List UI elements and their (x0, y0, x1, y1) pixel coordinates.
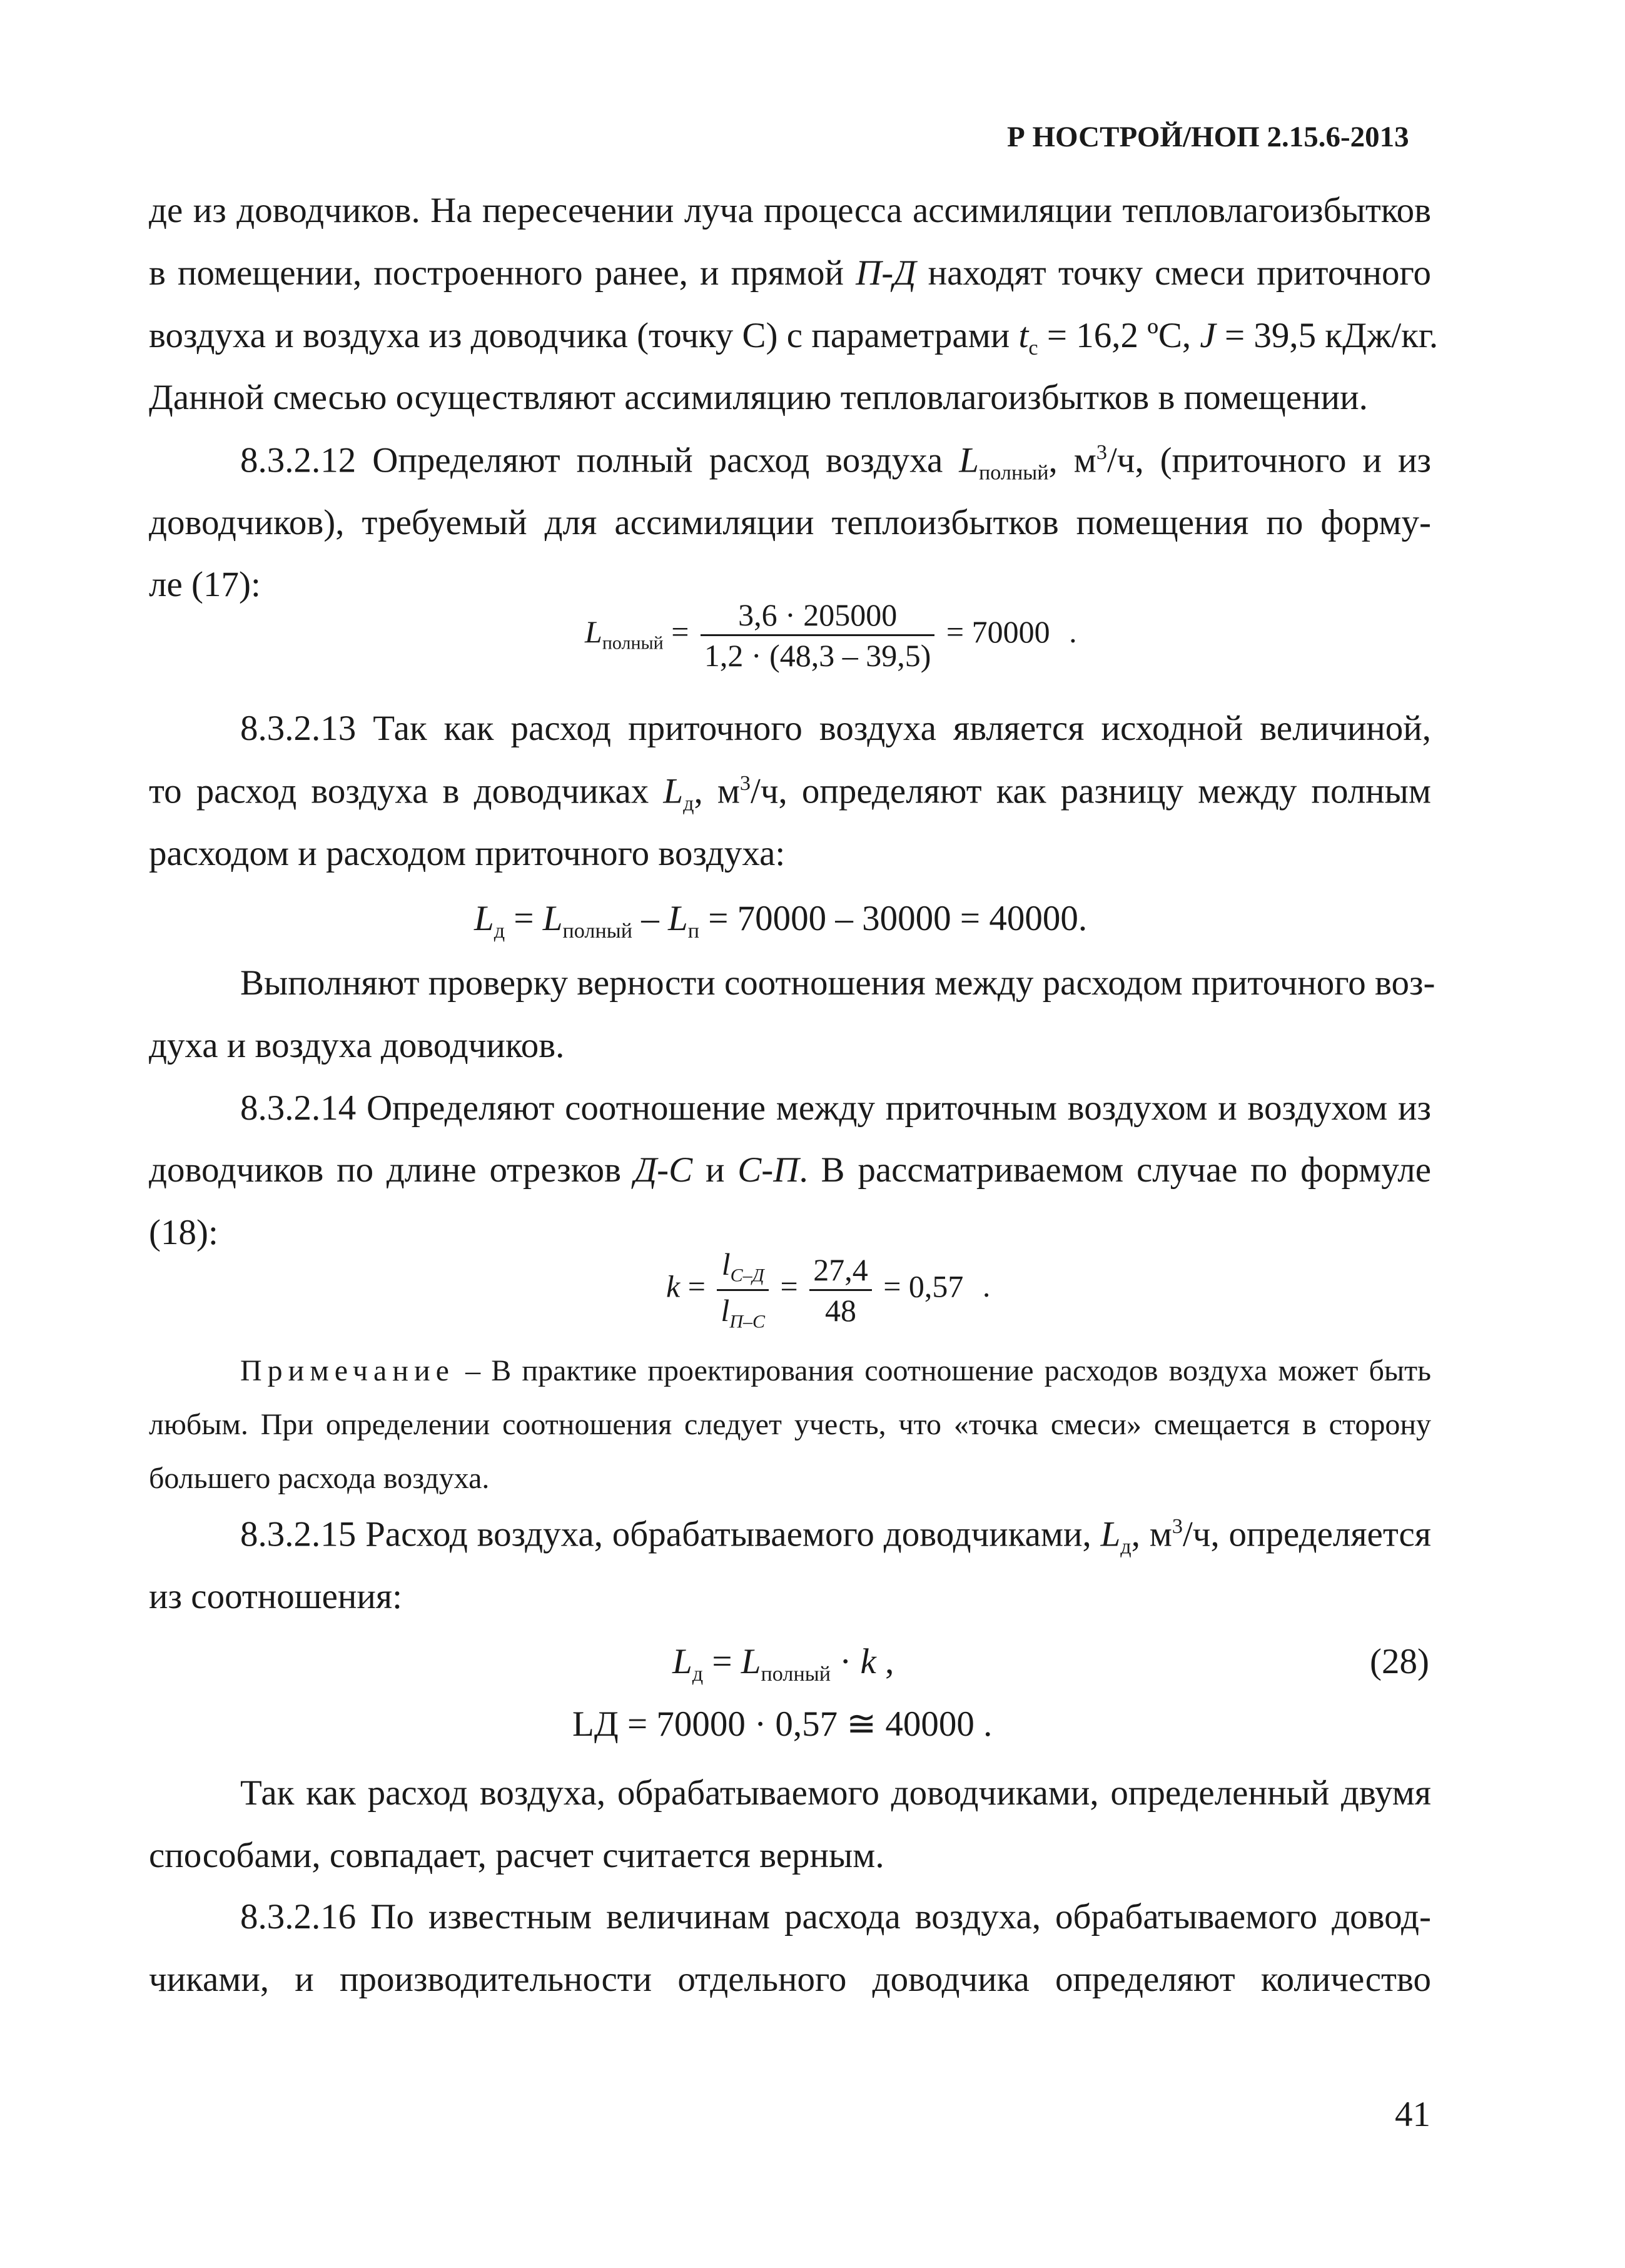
body-text-line: духа и воздуха доводчиков. (149, 1026, 565, 1065)
note-label: Примечание (240, 1354, 455, 1387)
formula-fraction: $\frac{3,6 \cdot 205000}{1,2 \cdot (48,3 - 39,5)}$ (701, 599, 934, 671)
paragraph-8-3-2-13: 8.3.2.13 Так как расход приточного воздуха является исходной величиной, (240, 709, 1431, 748)
body-text-line: доводчиков), требуемый для ассимиляции теплоизбытков помещения по форму- (149, 503, 1431, 542)
document-header: Р НОСТРОЙ/НОП 2.15.6-2013 (1007, 121, 1409, 153)
formula-l-d: $L_д = L_{полный} - L_п = 70000 - 30000 = 40000$. (474, 899, 1088, 943)
note-text-line: любым. При определении соотношения следует учесть, что «точка смеси» смещается в сторону (149, 1408, 1431, 1441)
formula-number: (28) (1370, 1642, 1429, 1681)
body-text-line: в помещении, построенного ранее, и прямой П-Д находят точку смеси приточного (149, 253, 1431, 293)
paragraph-8-3-2-14: 8.3.2.14 Определяют соотношение между приточным воздухом и воздухом из (240, 1088, 1431, 1128)
body-text-line: из соотношения: (149, 1577, 402, 1616)
page-number: 41 (1395, 2095, 1430, 2134)
body-text-line: воздуха и воздуха из доводчика (точку С) с параметрами $t_с = 16,2$ ºС, J = 39,5 кДж/кг. (149, 316, 1439, 360)
formula-28: $L_д = L_{полный} \cdot k$ , (672, 1642, 894, 1686)
note: Примечание – В практике проектирования соотношение расходов воздуха может быть (240, 1354, 1431, 1387)
body-text-line: то расход воздуха в доводчиках $L_д$, $м^3/ч$, определяют как разницу между полным (149, 771, 1432, 816)
body-text-line: (18): (149, 1213, 218, 1252)
body-text-line: способами, совпадает, расчет считается верным. (149, 1836, 884, 1875)
body-text-line: расходом и расходом приточного воздуха: (149, 834, 786, 873)
paragraph-8-3-2-12: 8.3.2.12 Определяют полный расход воздуха $L_{полный}$, $м^3/ч$, (приточного и из (240, 440, 1432, 485)
body-text-line: ле (17): (149, 565, 261, 604)
body-text-line: доводчиков по длине отрезков Д-С и С-П. В рассматриваемом случае по формуле (149, 1150, 1431, 1190)
formula-17: $L_{полный}$ = $\frac{3,6 \cdot 205000}{1,2 \cdot (48,3 - 39,5)}$ = 70000 . (585, 597, 1077, 673)
body-text-line: Данной смесью осуществляют ассимиляцию тепловлагоизбытков в помещении. (149, 378, 1368, 417)
formula-calculation: LД = 70000 · 0,57 ≅ 40000 . (572, 1704, 993, 1744)
formula-fraction: $\frac{27,4}{48}$ (809, 1254, 872, 1326)
body-text-line: чиками, и производительности отдельного доводчика определяют количество (149, 1960, 1431, 1999)
formula-fraction: $\frac{l_{С-Д}}{l_{П-С}}$ (717, 1248, 769, 1331)
paragraph-conclusion: Так как расход воздуха, обрабатываемого доводчиками, определенный двумя (240, 1773, 1431, 1813)
paragraph-8-3-2-16: 8.3.2.16 По известным величинам расхода воздуха, обрабатываемого довод- (240, 1897, 1431, 1936)
note-text-line: большего расхода воздуха. (149, 1462, 490, 1495)
formula-18: k = $\frac{l_{С-Д}}{l_{П-С}}$ = $\frac{27,4}{48}$ = 0,57 . (666, 1247, 991, 1332)
paragraph-8-3-2-15: 8.3.2.15 Расход воздуха, обрабатываемого доводчиками, $L_д$, $м^3/ч$, определяется (240, 1514, 1431, 1559)
paragraph-check: Выполняют проверку верности соотношения между расходом приточного воз- (240, 963, 1435, 1003)
body-text-line: де из доводчиков. На пересечении луча процесса ассимиляции тепловлагоизбытков (149, 191, 1431, 230)
